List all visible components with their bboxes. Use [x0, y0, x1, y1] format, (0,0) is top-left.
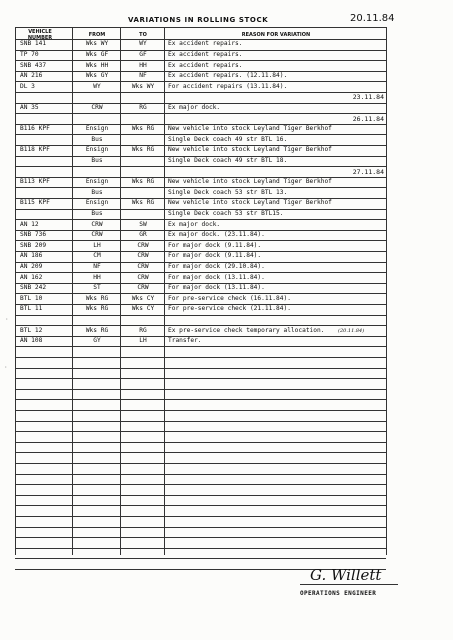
- cell-reason: Ex accident repairs.: [168, 50, 243, 58]
- cell-from: Wks GY: [85, 72, 109, 80]
- table-row: [0, 241, 453, 251]
- cell-to: GR: [139, 231, 147, 239]
- cell-from: NF: [93, 262, 101, 270]
- table-row: [0, 82, 453, 92]
- cell-from: WY: [93, 82, 101, 90]
- table-row: [0, 124, 453, 134]
- cell-to: LH: [139, 337, 147, 345]
- cell-reason: For pre-service check (16.11.84).: [168, 294, 291, 302]
- cell-vehicle: AN 162: [20, 273, 43, 281]
- cell-reason: New vehicle into stock Leyland Tiger Berkhof: [168, 178, 332, 186]
- cell-to: Wks CY: [131, 294, 155, 302]
- cell-to: CRW: [137, 284, 149, 292]
- grid-line: [15, 463, 386, 464]
- cell-reason: For major dock (9.11.84).: [168, 252, 262, 260]
- cell-from: CRW: [91, 220, 103, 228]
- grid-line: [15, 537, 386, 538]
- grid-line: [15, 442, 386, 443]
- handwritten-note: (20.11.84): [338, 327, 365, 334]
- cell-vehicle: AN 12: [20, 220, 39, 228]
- cell-vehicle: B115 KPF: [20, 199, 50, 207]
- grid-line: [15, 27, 386, 28]
- table-row: [0, 304, 453, 314]
- cell-vehicle: AN 216: [20, 72, 43, 80]
- cell-reason: For major dock (29.10.84).: [168, 262, 265, 270]
- cell-from: Bus: [91, 188, 103, 196]
- cell-from: Bus: [91, 156, 103, 164]
- cell-reason: For major dock (13.11.84).: [168, 273, 265, 281]
- cell-vehicle: B118 KPF: [20, 146, 50, 154]
- cell-from: Ensign: [85, 178, 109, 186]
- cell-reason: For pre-service check (21.11.84).: [168, 305, 291, 313]
- cell-from: Wks RG: [85, 326, 109, 334]
- table-row: [0, 251, 453, 261]
- table-row: [0, 283, 453, 293]
- cell-to: SW: [139, 220, 147, 228]
- cell-reason: Transfer.: [168, 337, 202, 345]
- cell-vehicle: AN 186: [20, 252, 43, 260]
- cell-to: RG: [139, 103, 147, 111]
- table-row: [0, 156, 453, 166]
- grid-line: [15, 368, 386, 369]
- cell-reason: Ex major dock.: [168, 220, 221, 228]
- grid-line: [15, 421, 386, 422]
- cell-to: Wks RG: [131, 178, 155, 186]
- table-row: [0, 294, 453, 304]
- grid-line: [15, 346, 386, 347]
- grid-line: [15, 389, 386, 390]
- cell-from: Ensign: [85, 199, 109, 207]
- date-separator: 23.11.84: [352, 93, 384, 102]
- cell-reason: For accident repairs (13.11.84).: [168, 82, 288, 90]
- cell-from: GY: [93, 337, 101, 345]
- cell-vehicle: AN 35: [20, 103, 39, 111]
- table-row: [0, 230, 453, 240]
- date-separator: 26.11.84: [352, 114, 384, 123]
- cell-from: Wks RG: [85, 305, 109, 313]
- grid-line: [15, 548, 386, 549]
- cell-reason: Ex accident repairs. (12.11.84).: [168, 72, 288, 80]
- cell-to: NF: [139, 72, 147, 80]
- table-row: [0, 198, 453, 208]
- grid-line: [15, 505, 386, 506]
- grid-line: [15, 495, 386, 496]
- document-title: VARIATIONS IN ROLLING STOCK: [128, 16, 269, 24]
- col-header-vehicle: VEHICLE NUMBER: [27, 29, 53, 41]
- cell-from: Wks RG: [85, 294, 109, 302]
- table-row: [0, 315, 453, 325]
- cell-vehicle: SNB 437: [20, 61, 47, 69]
- cell-vehicle: BTL 11: [20, 305, 43, 313]
- grid-line: [15, 484, 386, 485]
- table-row: [0, 71, 453, 81]
- cell-from: CRW: [91, 231, 103, 239]
- cell-from: CM: [93, 252, 101, 260]
- cell-to: RG: [139, 326, 147, 334]
- cell-from: Wks HH: [85, 61, 109, 69]
- cell-from: HH: [93, 273, 101, 281]
- cell-to: CRW: [137, 273, 149, 281]
- table-row: [0, 92, 453, 102]
- cell-to: Wks RG: [131, 125, 155, 133]
- cell-from: Wks GF: [85, 50, 109, 58]
- cell-vehicle: SNB 141: [20, 40, 47, 48]
- grid-line: [15, 516, 386, 517]
- cell-vehicle: SNB 209: [20, 241, 47, 249]
- cell-vehicle: SNB 242: [20, 284, 47, 292]
- grid-line: [15, 474, 386, 475]
- cell-reason: Single Deck coach 49 str BTL 18.: [168, 156, 288, 164]
- table-row: [0, 114, 453, 124]
- col-header-to: TO: [139, 32, 147, 38]
- cell-vehicle: DL 3: [20, 82, 35, 90]
- table-row: [0, 39, 453, 49]
- cell-to: HH: [139, 61, 147, 69]
- table-row: [0, 135, 453, 145]
- cell-to: Wks RG: [131, 199, 155, 207]
- table-row: [0, 326, 453, 336]
- col-header-from: FROM: [88, 32, 106, 38]
- cell-reason: Single Deck coach 53 str BTL 13.: [168, 188, 288, 196]
- table-row: [0, 262, 453, 272]
- table-row: [0, 273, 453, 283]
- cell-reason: For major dock (13.11.84).: [168, 284, 265, 292]
- margin-mark: ·: [4, 364, 8, 371]
- cell-reason: New vehicle into stock Leyland Tiger Berkhof: [168, 125, 332, 133]
- cell-reason: Ex major dock.: [168, 103, 221, 111]
- table-row: [0, 145, 453, 155]
- cell-vehicle: SNB 736: [20, 231, 47, 239]
- cell-from: Wks WY: [85, 40, 109, 48]
- cell-reason: New vehicle into stock Leyland Tiger Berkhof: [168, 146, 332, 154]
- cell-reason: Ex major dock. (23.11.84).: [168, 231, 265, 239]
- table-row: [0, 177, 453, 187]
- grid-line: [15, 431, 386, 432]
- margin-mark: ·: [5, 316, 9, 323]
- cell-vehicle: B113 KPF: [20, 178, 50, 186]
- grid-line: [15, 378, 386, 379]
- table-row: [0, 336, 453, 346]
- cell-to: WY: [139, 40, 147, 48]
- cell-vehicle: BTL 12: [20, 326, 43, 334]
- cell-reason: New vehicle into stock Leyland Tiger Berkhof: [168, 199, 332, 207]
- table-row: [0, 103, 453, 113]
- cell-from: LH: [93, 241, 101, 249]
- cell-to: Wks RG: [131, 146, 155, 154]
- cell-from: CRW: [91, 103, 103, 111]
- grid-line: [15, 527, 386, 528]
- table-row: [0, 188, 453, 198]
- grid-line: [15, 357, 386, 358]
- grid-line: [15, 410, 386, 411]
- cell-reason: For major dock (9.11.84).: [168, 241, 262, 249]
- cell-to: CRW: [137, 252, 149, 260]
- grid-line: [15, 452, 386, 453]
- table-row: [0, 209, 453, 219]
- cell-from: Bus: [91, 209, 103, 217]
- grid-line: [15, 399, 386, 400]
- cell-vehicle: BTL 10: [20, 294, 43, 302]
- signature-title: OPERATIONS ENGINEER: [300, 590, 377, 597]
- cell-from: Ensign: [85, 125, 109, 133]
- date-separator: 27.11.84: [352, 167, 384, 176]
- cell-to: Wks CY: [131, 305, 155, 313]
- table-row: [0, 220, 453, 230]
- cell-reason: Ex accident repairs.: [168, 40, 243, 48]
- table-row: [0, 61, 453, 71]
- cell-reason: Ex accident repairs.: [168, 61, 243, 69]
- document-date: 20.11.84: [350, 13, 395, 24]
- cell-to: CRW: [137, 262, 149, 270]
- cell-from: ST: [93, 284, 101, 292]
- cell-to: GF: [139, 50, 147, 58]
- cell-reason: Ex pre-service check temporary allocation.: [168, 326, 325, 334]
- cell-reason: Single Deck coach 53 str BTL15.: [168, 209, 284, 217]
- table-row: [0, 167, 453, 177]
- table-row: [0, 50, 453, 60]
- signature-line: [300, 584, 398, 585]
- cell-to: Wks WY: [131, 82, 155, 90]
- cell-vehicle: AN 209: [20, 262, 43, 270]
- cell-vehicle: B116 KPF: [20, 125, 50, 133]
- cell-vehicle: TP 70: [20, 50, 39, 58]
- col-header-reason: REASON FOR VARIATION: [241, 32, 311, 38]
- signature: G. Willett: [310, 566, 382, 584]
- cell-from: Bus: [91, 135, 103, 143]
- cell-from: Ensign: [85, 146, 109, 154]
- cell-to: CRW: [137, 241, 149, 249]
- cell-reason: Single Deck coach 49 str BTL 16.: [168, 135, 288, 143]
- cell-vehicle: AN 108: [20, 337, 43, 345]
- grid-line: [15, 558, 386, 559]
